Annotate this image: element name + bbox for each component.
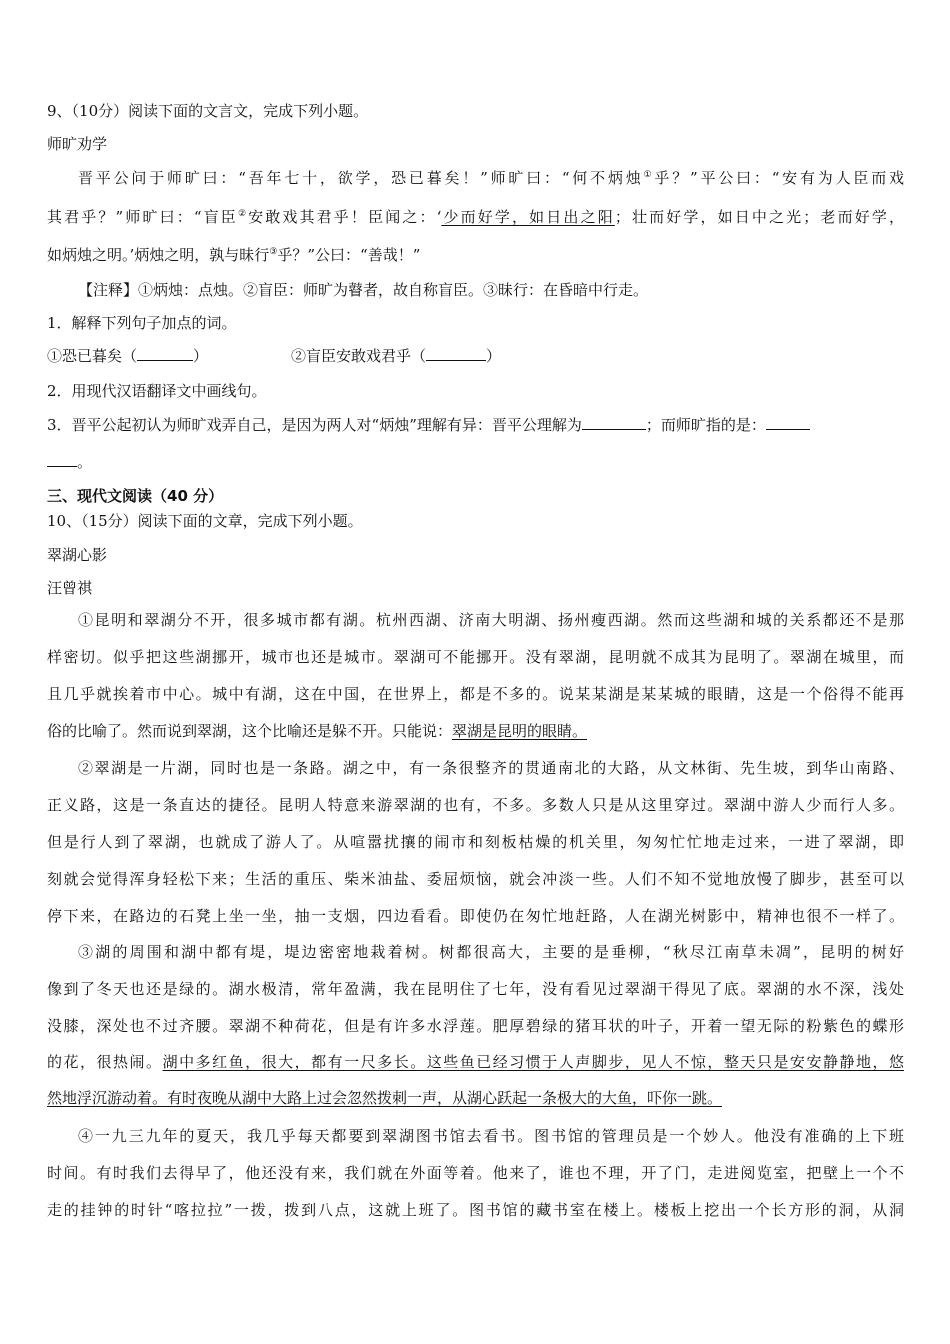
note-marker-1: ① (643, 170, 655, 180)
underlined-sentence: 少而好学，如日出之阳 (441, 208, 615, 226)
p1-line-3: 且几乎就挨着市中心。城中有湖，这在中国，在世界上，都是不多的。说某某湖是某某城的眼睛，这是一个俗得不能再 (47, 685, 904, 703)
q9-annotation: 【注释】①炳烛：点烛。②盲臣：师旷为瞽者，故自称盲臣。③昧行：在昏暗中行走。 (78, 281, 649, 299)
q9-subquestion-1a: ①恐已暮矣（ ） (47, 347, 209, 365)
q10-header: 10、（15分）阅读下面的文章，完成下列小题。 (47, 512, 363, 530)
q9-header: 9、（10分）阅读下面的文言文，完成下列小题。 (47, 102, 369, 120)
p4-line-1: ④一九三九年的夏天，我几乎每天都要到翠湖图书馆去看书。图书馆的管理员是一个妙人。他没有准确的上下班 (78, 1127, 904, 1145)
section-heading: 三、现代文阅读（40 分） (47, 487, 224, 505)
p2-line-4: 刻就会觉得浑身轻松下来；生活的重压、柴米油盐、委屈烦恼，就会冲淡一些。人们不知不觉地放慢了脚步，甚至可以 (47, 870, 904, 888)
answer-blank[interactable] (426, 346, 486, 361)
p1-line-2: 样密切。似乎把这些湖挪开，城市也还是城市。翠湖可不能挪开。没有翠湖，昆明就不成其为昆明了。翠湖在城里，而 (47, 648, 904, 666)
q9-passage-line-1: 晋平公问于师旷曰：“吾年七十，欲学，恐已暮矣！”师旷曰：“何不炳烛①乎？”平公曰：“安有为人臣而戏 (78, 169, 904, 187)
underlined-sentence: 翠湖是昆明的眼睛。 (452, 722, 588, 740)
p3-line-4: 的花，很热闹。湖中多红鱼，很大，都有一尺多长。这些鱼已经习惯于人声脚步，见人不惊，整天只是安安静静地，悠 (47, 1053, 904, 1071)
underlined-sentence: 然地浮沉游动着。有时夜晚从湖中大路上过会忽然拨刺一声，从湖心跃起一条极大的大鱼，吓你一跳。 (47, 1089, 723, 1107)
q9-title: 师旷劝学 (47, 135, 108, 153)
p1-line-4: 俗的比喻了。然而说到翠湖，这个比喻还是躲不开。只能说：翠湖是昆明的眼睛。 (47, 722, 588, 740)
p3-line-2: 像到了冬天也还是绿的。湖水极清，常年盈满，我在昆明住了七年，没有看见过翠湖干得见了底。翠湖的水不深，浅处 (47, 980, 904, 998)
q9-subquestion-2: 2．用现代汉语翻译文中画线句。 (47, 382, 267, 400)
q9-passage-line-2: 其君乎？”师旷曰：“盲臣②安敢戏其君乎！臣闻之：‘少而好学，如日出之阳；壮而好学，如日中之光；老而好学， (47, 208, 904, 226)
q9-subquestion-3: 3．晋平公起初认为师旷戏弄自己，是因为两人对“炳烛”理解有异：晋平公理解为 ；而师旷指的是： (47, 415, 810, 435)
q10-title: 翠湖心影 (47, 546, 108, 564)
underlined-sentence: 湖中多红鱼，很大，都有一尺多长。这些鱼已经习惯于人声脚步，见人不惊，整天只是安安静静地，悠 (162, 1053, 904, 1071)
q9-subquestion-3-cont: 。 (47, 452, 92, 472)
answer-blank[interactable] (137, 346, 193, 361)
p3-line-5 (47, 1088, 722, 1108)
note-marker-2: ② (237, 209, 249, 219)
answer-blank[interactable] (766, 415, 810, 430)
p2-line-5: 停下来，在路边的石凳上坐一坐，抽一支烟，四边看看。即使仍在匆忙地赶路，人在湖光树影中，精神也很不一样了。 (47, 907, 904, 925)
q9-subquestion-1: 1．解释下列句子加点的词。 (47, 314, 237, 332)
p2-line-2: 正义路，这是一条直达的捷径。昆明人特意来游翠湖的也有，不多。多数人只是从这里穿过。翠湖中游人少而行人多。 (47, 796, 904, 814)
p3-line-3: 没膝，深处也不过齐腰。翠湖不种荷花，但是有许多水浮莲。肥厚碧绿的猪耳状的叶子，开着一望无际的粉紫色的蝶形 (47, 1017, 904, 1035)
q9-subquestion-1b: ②盲臣安敢戏君乎（ ） (291, 347, 502, 365)
p4-line-3: 走的挂钟的时针“喀拉拉”一拨，拨到八点，这就上班了。图书馆的藏书室在楼上。楼板上挖出一个长方形的洞，从洞 (47, 1201, 904, 1219)
note-marker-3: ③ (269, 247, 278, 257)
answer-blank[interactable] (47, 452, 77, 467)
p2-line-3: 但是行人到了翠湖，也就成了游人了。从喧嚣扰攘的闹市和刻板枯燥的机关里，匆匆忙忙地走过来，一进了翠湖，即 (47, 833, 904, 851)
p2-line-1: ②翠湖是一片湖，同时也是一条路。湖之中，有一条很整齐的贯通南北的大路，从文林街、先生坡，到华山南路、 (78, 759, 904, 777)
p3-line-1: ③湖的周围和湖中都有堤，堤边密密地栽着树。树都很高大，主要的是垂柳，“秋尽江南草未凋”，昆明的树好 (78, 943, 904, 961)
q10-author: 汪曾祺 (47, 579, 93, 597)
p4-line-2: 时间。有时我们去得早了，他还没有来，我们就在外面等着。他来了，谁也不理，开了门，走进阅览室，把壁上一个不 (47, 1164, 904, 1182)
q9-passage-line-3: 如炳烛之明。’炳烛之明，孰与昧行③乎？”公曰：“善哉！” (47, 246, 421, 264)
answer-blank[interactable] (582, 415, 646, 430)
p1-line-1: ①昆明和翠湖分不开，很多城市都有湖。杭州西湖、济南大明湖、扬州瘦西湖。然而这些湖和城的关系都还不是那 (78, 611, 904, 629)
